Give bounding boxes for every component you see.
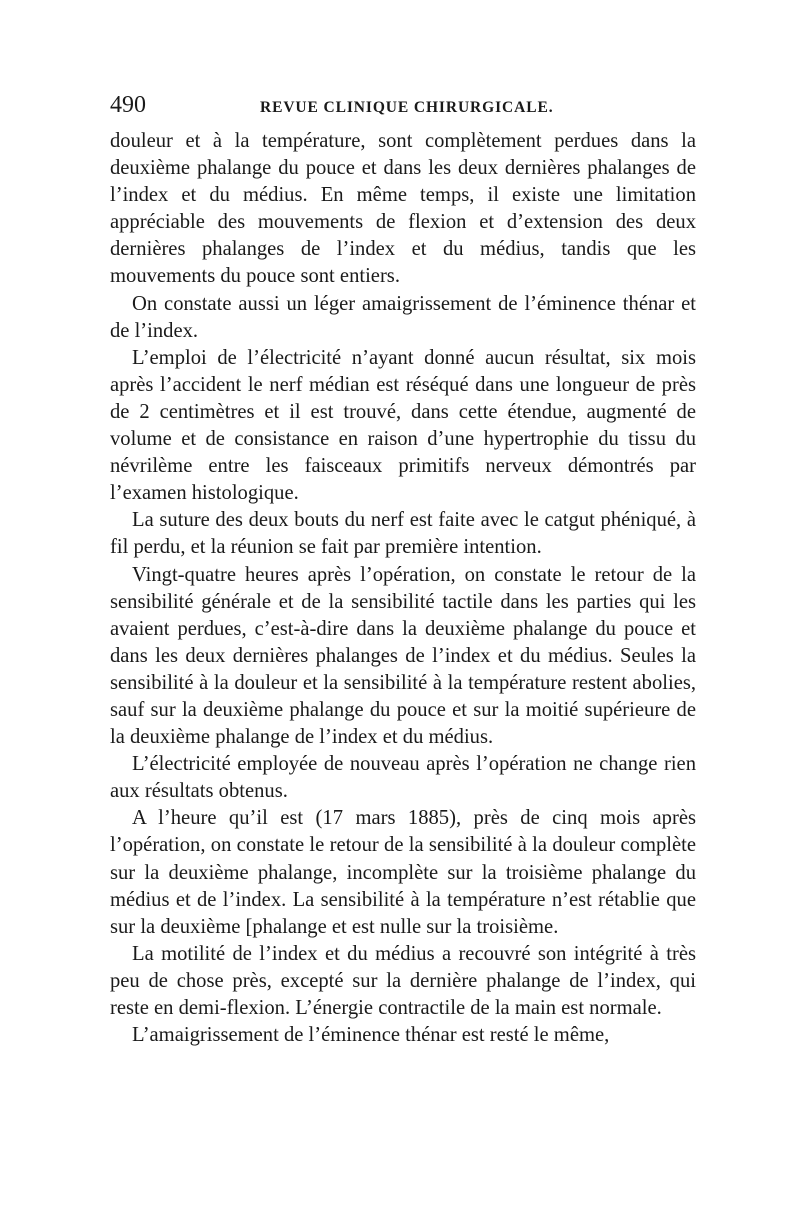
paragraph: La suture des deux bouts du nerf est faite avec le catgut phéniqué, à fil perdu, et la réunion se fait par première intention. (110, 509, 696, 559)
paragraph: La motilité de l’index et du médius a recouvré son intégrité à très peu de chose près, excepté sur la dernière phalange de l’index, qui reste en demi-flexion. L’énergie contractile de la main est normale. (110, 942, 696, 1019)
running-title: REVUE CLINIQUE CHIRURGICALE. (260, 99, 554, 116)
paragraph: Vingt-quatre heures après l’opération, on constate le retour de la sensibilité générale et de la sensibilité tactile dans les parties qui les avaient perdues, c’est-à-dire dans la deuxième phalange du pouce et dans les deux dernières phalanges de l’index et du médius. Seules la sensibilité à la douleur et la sensibilité à la température restent abolies, sauf sur la deuxième phalange du pouce et sur la moitié supérieure de la deuxième phalange de l’index et du médius. (110, 563, 696, 749)
paragraph: L’électricité employée de nouveau après l’opération ne change rien aux résultats obtenus. (110, 753, 696, 803)
paragraph: L’emploi de l’électricité n’ayant donné aucun résultat, six mois après l’accident le nerf médian est réséqué dans une longueur de près de 2 centimètres et il est trouvé, dans cette étendue, augmenté de volume et de consistance en raison d’une hypertrophie du tissu du névrilème entre les faisceaux primitifs nerveux démontrés par l’examen histologique. (110, 346, 696, 505)
running-header (110, 92, 696, 128)
book-page (110, 92, 696, 1049)
paragraph: On constate aussi un léger amaigrissement de l’éminence thénar et de l’index. (110, 292, 696, 342)
body-text (110, 128, 696, 1049)
paragraph: L’amaigrissement de l’éminence thénar est resté le même, (132, 1024, 610, 1047)
paragraph: A l’heure qu’il est (17 mars 1885), près de cinq mois après l’opération, on constate le retour de la sensibilité à la douleur complète sur la deuxième phalange, incomplète sur la troisième phalange du médius et de l’index. La sensibilité à la température n’est rétablie que sur la deuxième [phalange et est nulle sur la troisième. (110, 807, 696, 938)
page-number: 490 (110, 92, 146, 118)
paragraph: douleur et à la température, sont complètement perdues dans la deuxième phalange du pouce et dans les deux dernières phalanges de l’index et du médius. En même temps, il existe une limitation appréciable des mouvements de flexion et d’extension des deux dernières phalanges de l’index et du médius, tandis que les mouvements du pouce sont entiers. (110, 130, 696, 288)
